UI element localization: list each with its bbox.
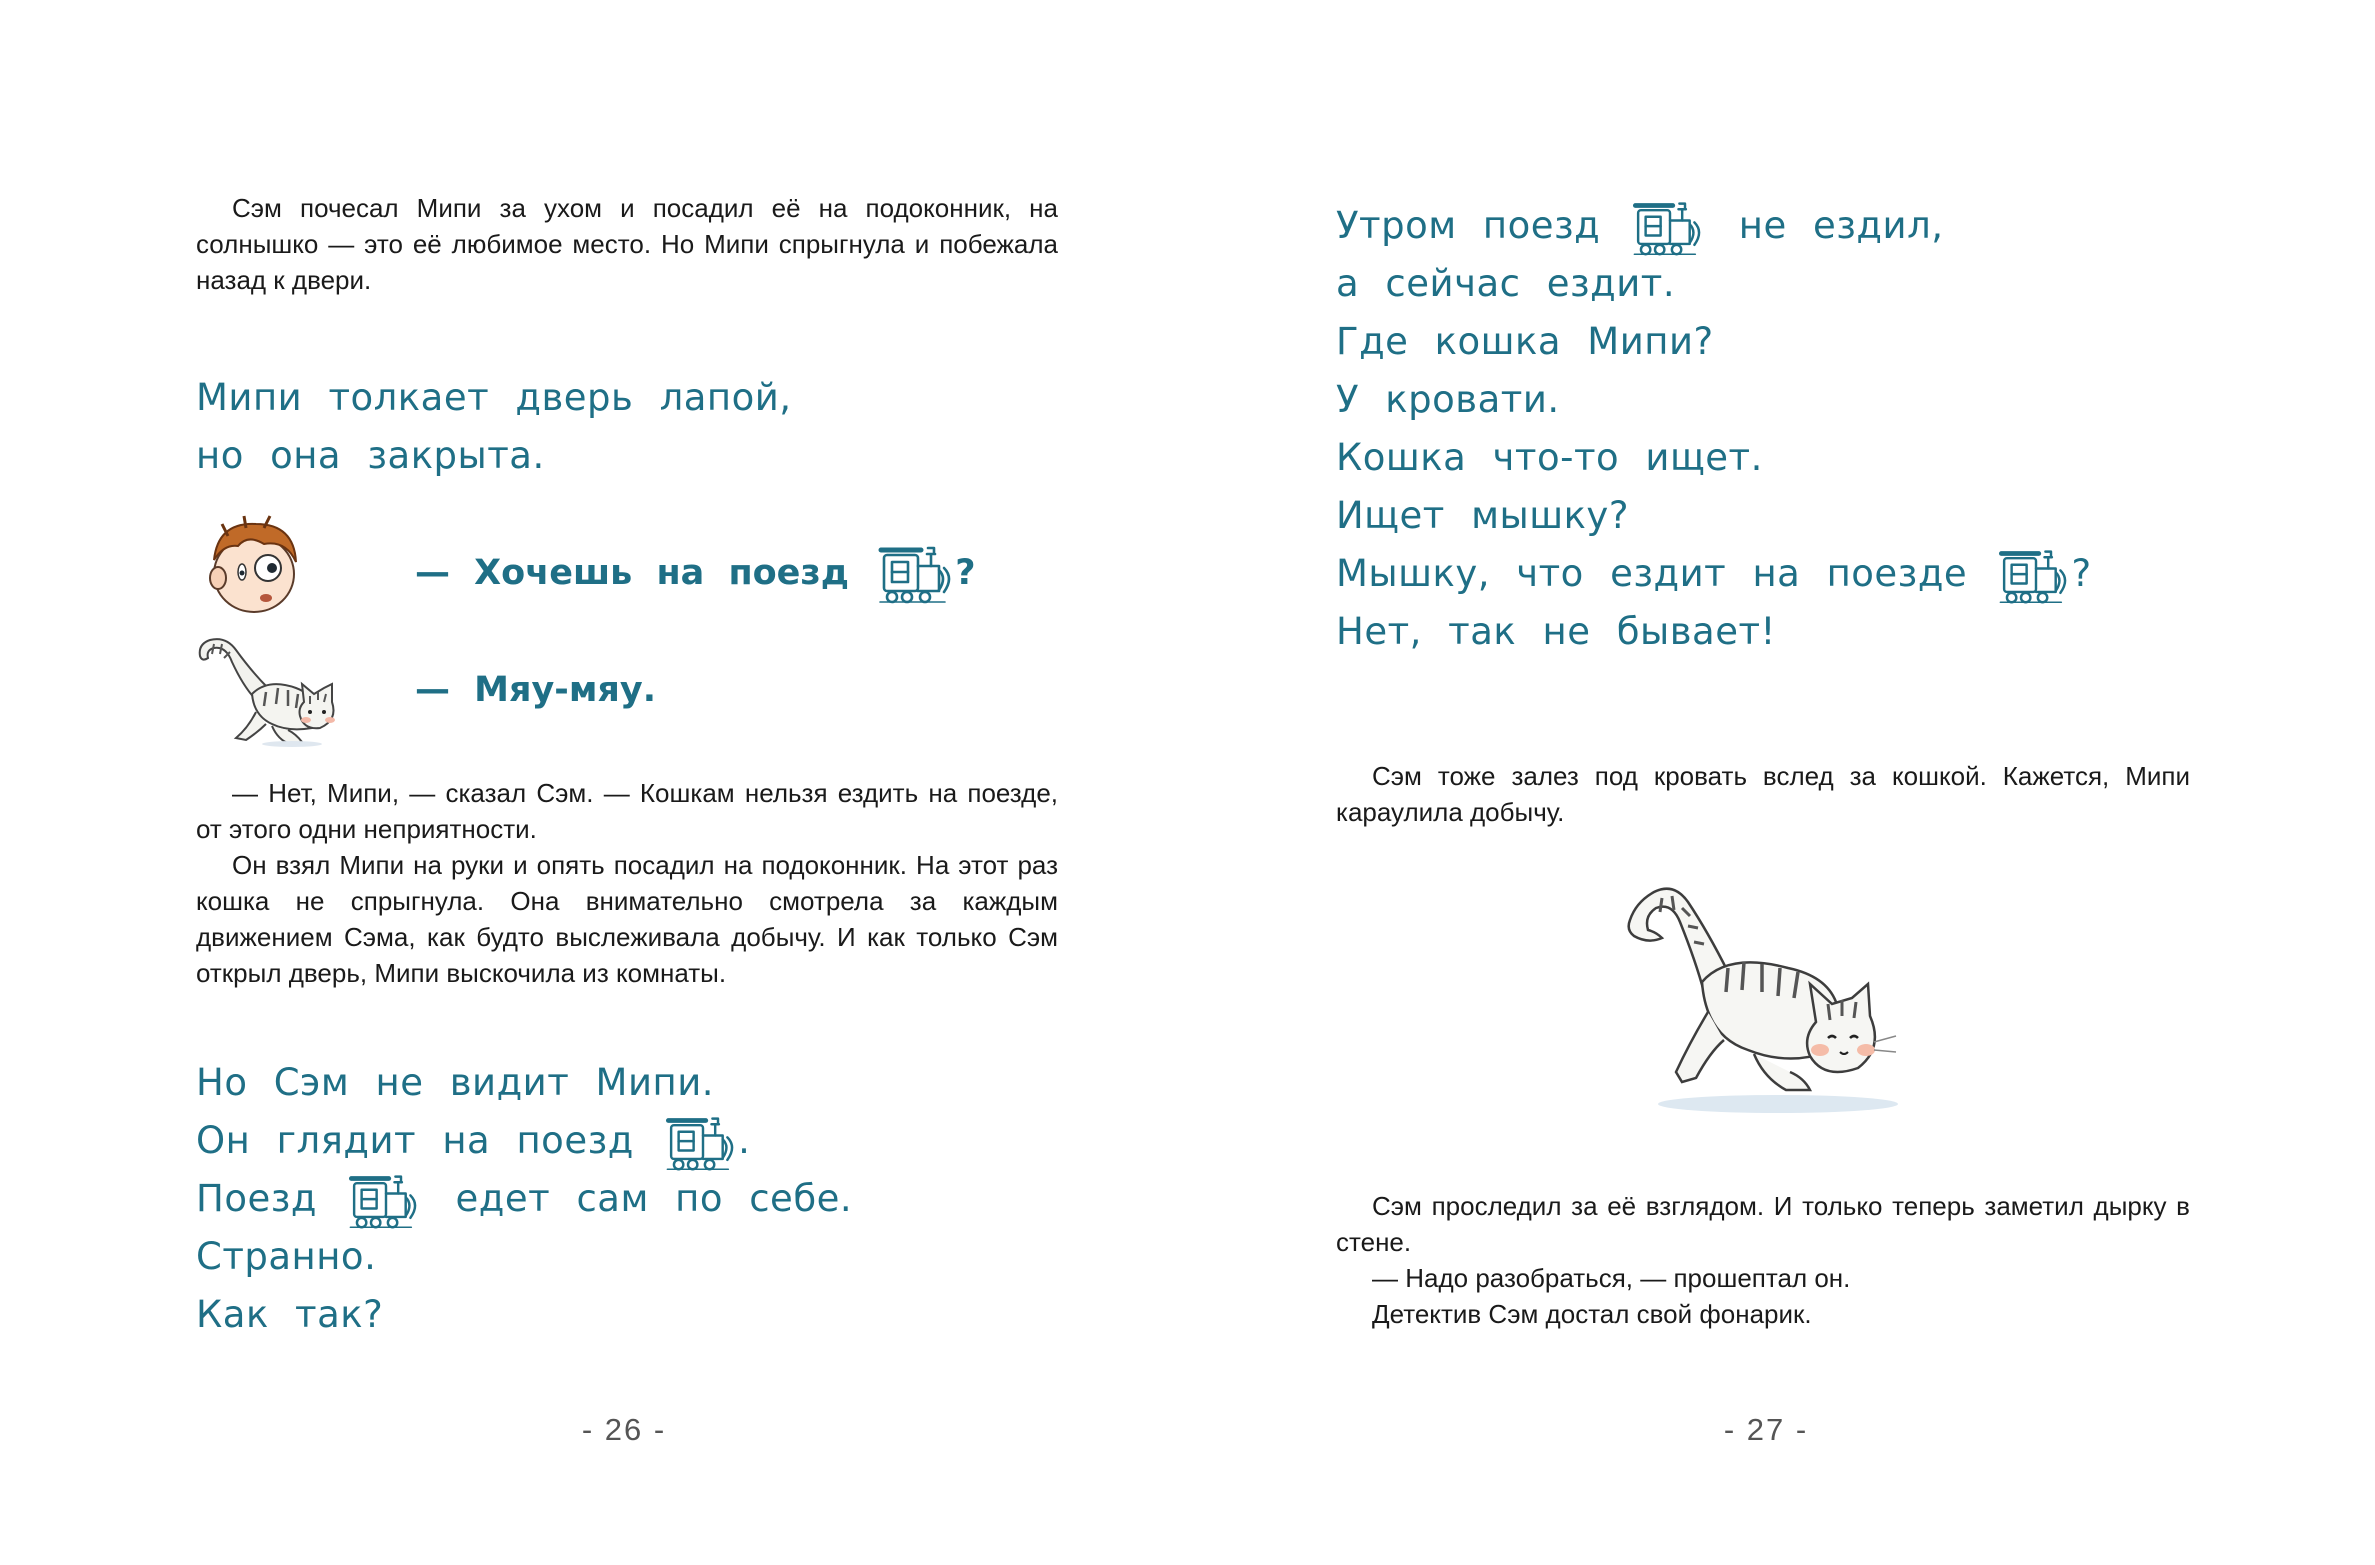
big-text-line: Утром поезд не ездил, — [1336, 197, 2092, 255]
big-text-line: Мипи толкает дверь лапой, — [196, 376, 792, 419]
big-text-line: но она закрыта. — [196, 434, 545, 477]
big-text-line: Ищет мышку? — [1336, 494, 1629, 537]
train-icon — [347, 1171, 425, 1231]
paragraph-intro: Сэм почесал Мипи за ухом и посадил её на подоконник, на солнышко — это её любимое место. Но Мипи спрыгнула и побежала назад к двери. — [196, 193, 1058, 295]
paragraph-sam-takes: Он взял Мипи на руки и опять посадил на подоконник. На этот раз кошка не спрыгнула. Она внимательно смотрела за каждым движением Сэма, как будто выслеживала добычу. И как только Сэм открыл дверь, Мипи выскочила из комнаты. — [196, 850, 1058, 988]
dialog-boy — [415, 540, 976, 606]
paragraph-noticed: Сэм проследил за её взглядом. И только теперь заметил дырку в стене. — [1336, 1191, 2190, 1257]
big-text-line: У кровати. — [1336, 378, 1560, 421]
boy-face-icon — [198, 510, 310, 620]
big-text-line: Но Сэм не видит Мипи. — [196, 1061, 715, 1104]
big-text-line: Кошка что-то ищет. — [1336, 436, 1763, 479]
cat-icon — [1578, 872, 1908, 1122]
big-text-line: Мышку, что ездит на поезде ? — [1336, 545, 2092, 603]
dialog-cat — [415, 660, 656, 720]
dialog-cat-text: — Мяу-мяу. — [415, 670, 657, 710]
train-icon — [1997, 546, 2075, 606]
left-page — [0, 0, 1187, 1565]
train-icon — [877, 542, 959, 606]
question-mark: ? — [955, 553, 976, 593]
paragraphs-middle — [196, 775, 1058, 991]
paragraph-flashlight: Детектив Сэм достал свой фонарик. — [1372, 1299, 1812, 1329]
page-number-left: - 26 - — [581, 1412, 667, 1447]
big-text-block-1 — [196, 369, 792, 485]
page-number-right: - 27 - — [1723, 1412, 1809, 1447]
big-text-line: Поезд едет сам по себе. — [196, 1170, 852, 1228]
cat-icon — [192, 632, 350, 750]
paragraphs-end — [1336, 1188, 2190, 1332]
paragraph-whisper: — Надо разобраться, — прошептал он. — [1372, 1263, 1851, 1293]
right-page — [1188, 0, 2375, 1565]
paragraph-under-bed: Сэм тоже залез под кровать вслед за кошкой. Кажется, Мипи караулила добычу. — [1336, 761, 2190, 827]
big-text-block-right — [1336, 197, 2092, 661]
big-text-line: Где кошка Мипи? — [1336, 320, 1714, 363]
big-text-line: Он глядит на поезд . — [196, 1112, 852, 1170]
big-text-line: а сейчас ездит. — [1336, 262, 1676, 305]
big-text-line: Нет, так не бывает! — [1336, 610, 1776, 653]
train-icon — [664, 1113, 742, 1173]
train-icon — [1631, 198, 1709, 258]
big-text-line: Как так? — [196, 1293, 384, 1336]
dialog-boy-text: — Хочешь на поезд — [415, 553, 850, 593]
big-text-line: Странно. — [196, 1235, 377, 1278]
paragraph-sam-says: — Нет, Мипи, — сказал Сэм. — Кошкам нельзя ездить на поезде, от этого одни неприятности. — [196, 778, 1058, 844]
big-text-block-2 — [196, 1054, 852, 1344]
